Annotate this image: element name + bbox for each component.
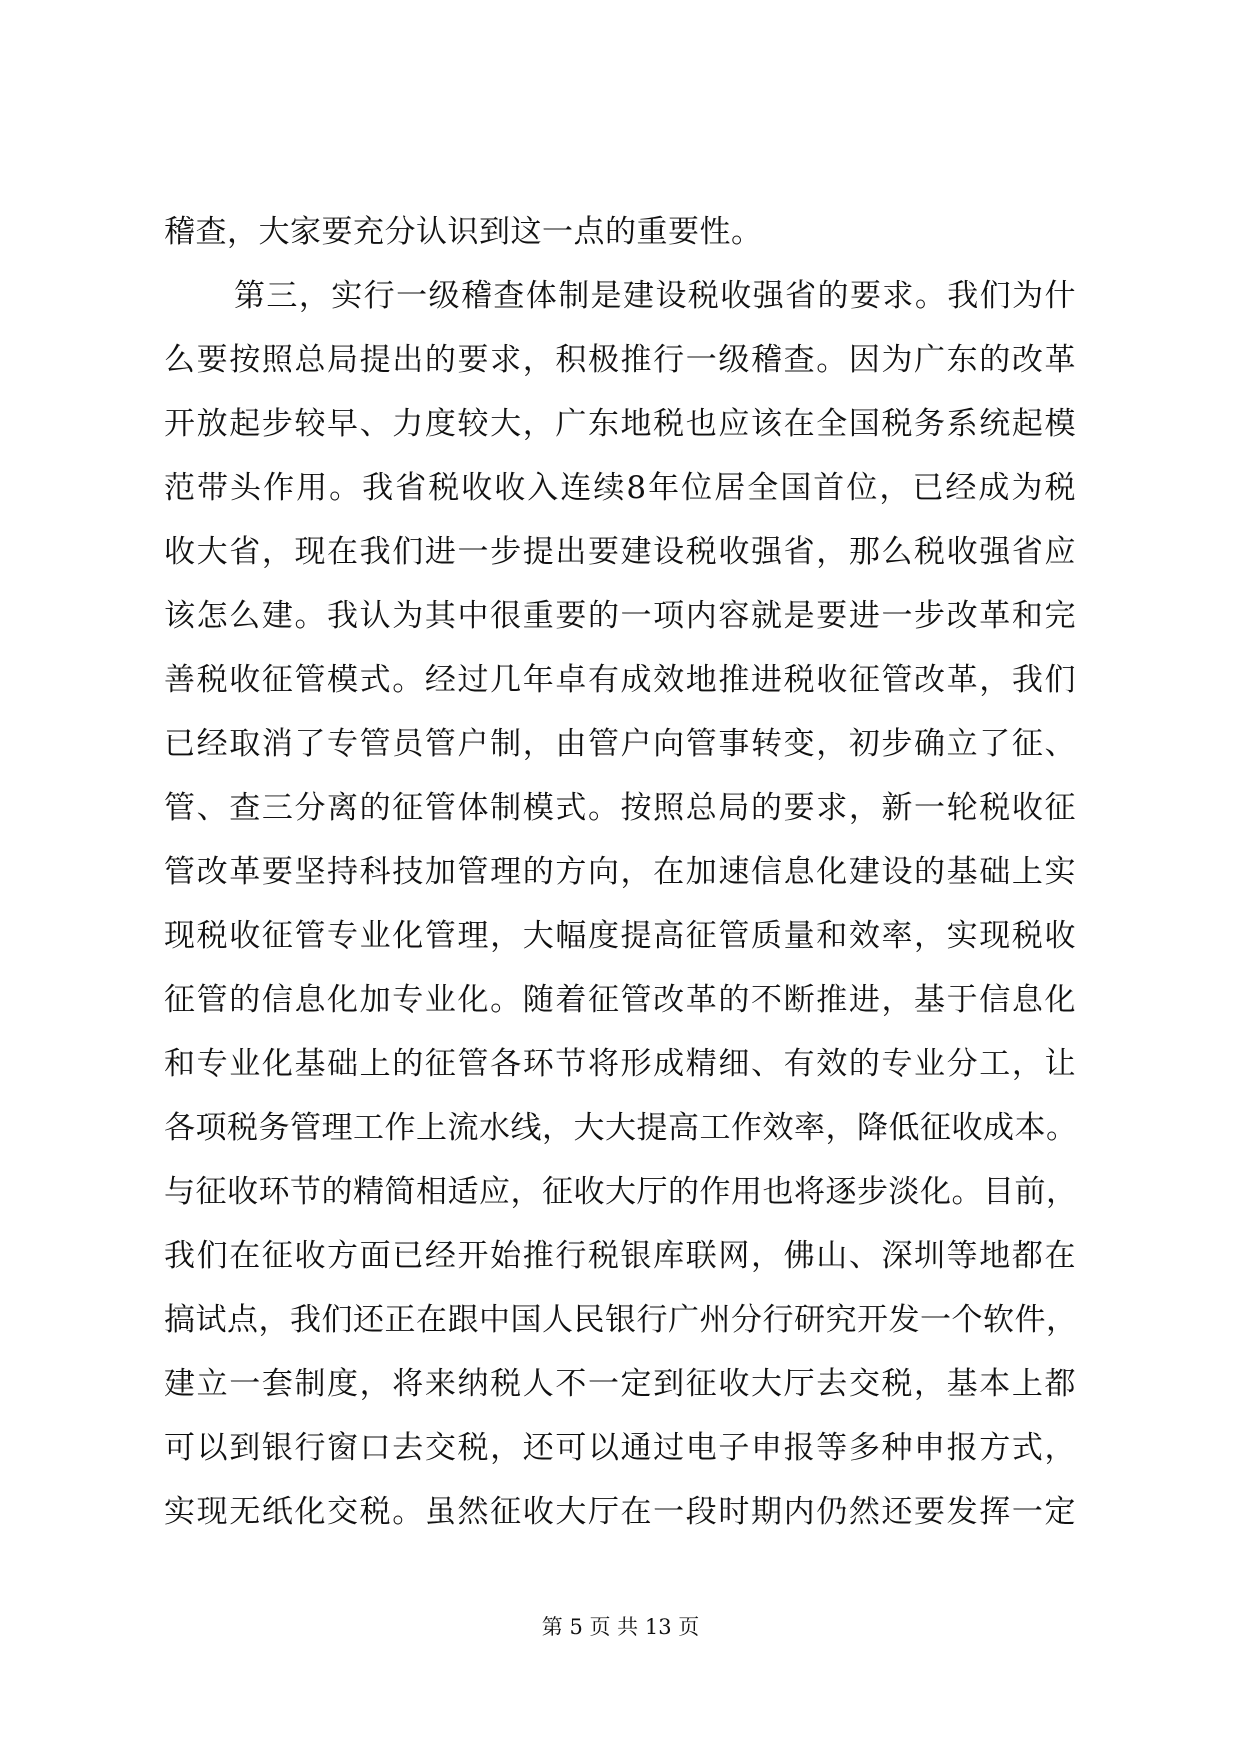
text-line: 可以到银行窗口去交税，还可以通过电子申报等多种申报方式，: [164, 1430, 1076, 1466]
text-line: 已经取消了专管员管户制，由管户向管事转变，初步确立了征、: [164, 726, 1076, 762]
text-line: 现税收征管专业化管理，大幅度提高征管质量和效率，实现税收: [164, 918, 1076, 954]
text-line: 范带头作用。我省税收收入连续8年位居全国首位，已经成为税: [164, 470, 1076, 506]
page-number-footer: 第 5 页 共 13 页: [541, 1615, 700, 1639]
text-line: 与征收环节的精简相适应，征收大厅的作用也将逐步淡化。目前，: [164, 1174, 1078, 1210]
text-line: 管、查三分离的征管体制模式。按照总局的要求，新一轮税收征: [164, 790, 1076, 826]
text-line: 开放起步较早、力度较大，广东地税也应该在全国税务系统起模: [164, 406, 1076, 442]
text-line: 实现无纸化交税。虽然征收大厅在一段时期内仍然还要发挥一定: [164, 1494, 1076, 1530]
text-line: 我们在征收方面已经开始推行税银库联网，佛山、深圳等地都在: [164, 1238, 1076, 1274]
paragraph-first-line: 第三，实行一级稽查体制是建设税收强省的要求。我们为什: [234, 278, 1076, 314]
text-line: 该怎么建。我认为其中很重要的一项内容就是要进一步改革和完: [164, 598, 1076, 634]
text-line: 善税收征管模式。经过几年卓有成效地推进税收征管改革，我们: [164, 662, 1076, 698]
text-line: 管改革要坚持科技加管理的方向，在加速信息化建设的基础上实: [164, 854, 1076, 890]
text-line: 和专业化基础上的征管各环节将形成精细、有效的专业分工，让: [164, 1046, 1076, 1082]
text-line: 各项税务管理工作上流水线，大大提高工作效率，降低征收成本。: [164, 1110, 1078, 1146]
text-line: 征管的信息化加专业化。随着征管改革的不断推进，基于信息化: [164, 982, 1076, 1018]
text-line: 么要按照总局提出的要求，积极推行一级稽查。因为广东的改革: [164, 342, 1076, 378]
document-body: [164, 200, 1076, 1544]
text-line: 稽查，大家要充分认识到这一点的重要性。: [164, 214, 763, 250]
text-line: 建立一套制度，将来纳税人不一定到征收大厅去交税，基本上都: [164, 1366, 1076, 1402]
text-line: 搞试点，我们还正在跟中国人民银行广州分行研究开发一个软件，: [164, 1302, 1078, 1338]
text-line: 收大省，现在我们进一步提出要建设税收强省，那么税收强省应: [164, 534, 1076, 570]
